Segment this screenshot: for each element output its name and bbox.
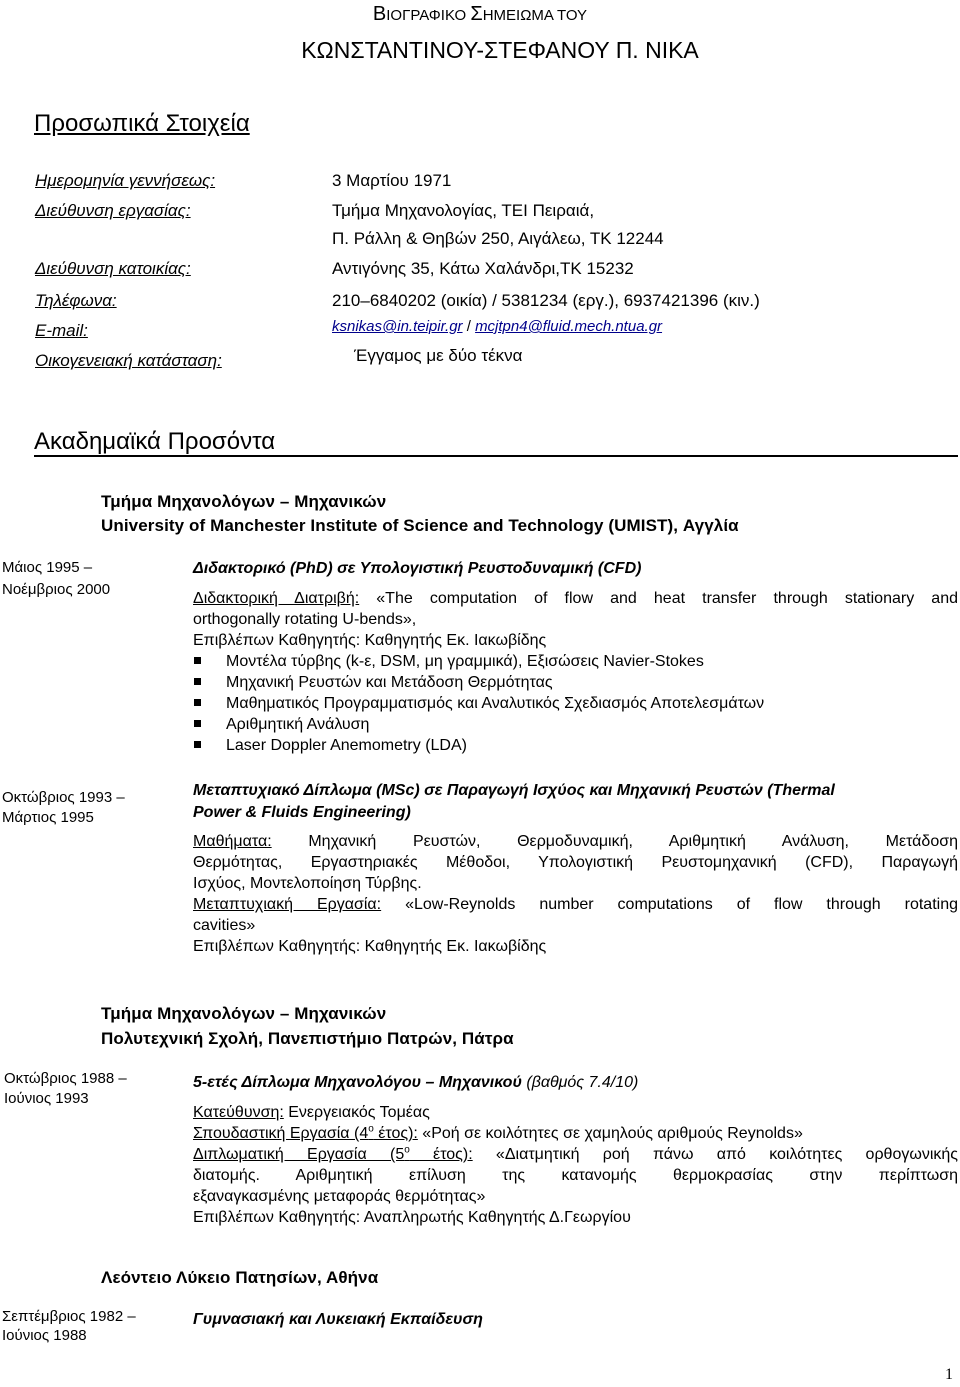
umist-institution: University of Manchester Institute of Science and Technology (UMIST), Αγγλία [101, 516, 739, 535]
phd-date-end: Νοέμβριος 2000 [2, 581, 111, 598]
msc-date-end: Μάρτιος 1995 [2, 809, 94, 826]
school-date-start: Σεπτέμβριος 1982 – [2, 1308, 136, 1325]
patras-date-start: Οκτώβριος 1988 – [4, 1070, 127, 1087]
birth-value: 3 Μαρτίου 1971 [332, 171, 452, 190]
email-separator: / [462, 318, 476, 335]
phd-thesis-block [193, 588, 958, 651]
page-number: 1 [945, 1366, 953, 1383]
phd-thesis-label: Διδακτορική Διατριβή: [193, 590, 360, 607]
bullet-icon [194, 699, 201, 706]
email-values [332, 318, 662, 336]
phd-topics-list [193, 651, 764, 756]
patras-diploma-label: Διπλωματική Εργασία ($5^o$ έτος): [193, 1144, 473, 1163]
msc-supervisor: Επιβλέπων Καθηγητής: Καθηγητής Εκ. Ιακωβίδης [193, 938, 547, 955]
work-address-line2: Π. Ράλλη & Θηβών 250, Αιγάλεω, ΤΚ 12244 [332, 229, 664, 248]
family-status-label: Οικογενειακή κατάσταση: [35, 351, 222, 370]
birth-label: Ημερομηνία γεννήσεως: [35, 171, 216, 190]
list-item: Laser Doppler Anemometry (LDA) [193, 735, 764, 756]
msc-thesis-label: Μεταπτυχιακή Εργασία: [193, 896, 382, 913]
phd-degree: Διδακτορικό (PhD) σε Υπολογιστική Ρευστοδυναμική (CFD) [193, 560, 642, 577]
family-status-value: Έγγαμος με δύο τέκνα [354, 346, 523, 365]
email-link-ntua[interactable]: mcjtpn4@fluid.mech.ntua.gr [475, 318, 663, 335]
patras-supervisor: Επιβλέπων Καθηγητής: Αναπληρωτής Καθηγητής Δ.Γεωργίου [193, 1209, 631, 1226]
list-item: Αριθμητική Ανάλυση [193, 714, 764, 735]
document-title-line1: ΒΙΟΓΡΑΦΙΚΟ ΣΗΜΕΙΩΜΑ ΤΟΥ [372, 3, 588, 25]
patras-student-project-label: Σπουδαστική Εργασία ($4^o$ έτος): [193, 1123, 418, 1142]
phd-thesis-text-2: orthogonally rotating U-bends», [193, 611, 417, 628]
patras-degree: 5-ετές Δίπλωμα Μηχανολόγου – Μηχανικού (βαθμός 7.4/10) [193, 1074, 639, 1091]
phd-supervisor: Επιβλέπων Καθηγητής: Καθηγητής Εκ. Ιακωβίδης [193, 632, 547, 649]
msc-courses-block: Μαθήματα: Μηχανική Ρευστών, Θερμοδυναμική, Αριθμητική Ανάλυση, Μετάδοση Θερμότητας, Εργαστηριακές Μέθοδοι, Υπολογιστική Ρευστομηχανική (CFD), Παραγωγή Ισχύος, Μοντελοποίηση Τύρβης. Μεταπτυχιακή Εργασία: «Low-Reynolds number computations of flow through rotating cavities» Επιβλέπων Καθηγητής: Καθηγητής Εκ. Ιακωβίδης [193, 833, 959, 955]
school-degree: Γυμνασιακή και Λυκειακή Εκπαίδευση [193, 1311, 483, 1328]
document-title-line2: ΚΩΝΣΤΑΝΤΙΝΟΥ-ΣΤΕΦΑΝΟΥ Π. ΝΙΚΑ [301, 37, 699, 63]
patras-institution: Πολυτεχνική Σχολή, Πανεπιστήμιο Πατρών, Πάτρα [101, 1029, 514, 1048]
bullet-icon [194, 657, 201, 664]
bullet-icon [194, 720, 201, 727]
patras-grade: (βαθμός 7.4/10) [521, 1074, 639, 1091]
home-address-label: Διεύθυνση κατοικίας: [35, 259, 191, 278]
phone-value: 210–6840202 (οικία) / 5381234 (εργ.), 6937421396 (κιν.) [332, 291, 760, 310]
phd-thesis-text-1: «The computation of flow and heat transfer through stationary and [359, 590, 958, 607]
list-item: Μοντέλα τύρβης (k-ε, DSM, μη γραμμικά), Εξισώσεις Navier-Stokes [193, 651, 764, 672]
work-address-line1: Τμήμα Μηχανολογίας, ΤΕΙ Πειραιά, [332, 201, 595, 220]
list-item: Μαθηματικός Προγραμματισμός και Αναλυτικός Σχεδιασμός Αποτελεσμάτων [193, 693, 764, 714]
email-label: E-mail: [35, 321, 88, 340]
patras-department: Τμήμα Μηχανολόγων – Μηχανικών [101, 1004, 387, 1023]
phone-label: Τηλέφωνα: [35, 291, 117, 310]
section-title-academic: Ακαδημαϊκά Προσόντα [34, 428, 276, 455]
msc-degree-line1: Μεταπτυχιακό Δίπλωμα (MSc) σε Παραγωγή Ισχύος και Μηχανική Ρευστών (Thermal [193, 782, 835, 799]
bullet-icon [194, 678, 201, 685]
school-date-end: Ιούνιος 1988 [2, 1327, 87, 1344]
section-title-personal: Προσωπικά Στοιχεία [34, 110, 250, 137]
section-divider [34, 455, 958, 457]
msc-date-start: Οκτώβριος 1993 – [2, 789, 125, 806]
email-link-work[interactable]: ksnikas@in.teipir.gr [332, 318, 463, 335]
school-name: Λεόντειο Λύκειο Πατησίων, Αθήνα [101, 1268, 379, 1287]
patras-details-block: Κατεύθυνση: Ενεργειακός Τομέας Σπουδαστική Εργασία ($4^o$ έτος): «Ροή σε κοιλότητες σε χαμηλούς αριθμούς Reynolds» Διπλωματική Εργασία ($5^o$ έτος): «Διατμητική ροή πάνω από κοιλότητες ορθογωνικής διατομής. Αριθμητική επίλυση της κατανομής θερμοκρασίας στην περίπτωση εξαναγκασμένης μεταφοράς θερμότητας» Επιβλέπων Καθηγητής: Αναπληρωτής Καθηγητής Δ.Γεωργίου [193, 1104, 959, 1226]
list-item: Μηχανική Ρευστών και Μετάδοση Θερμότητας [193, 672, 764, 693]
patras-direction-label: Κατεύθυνση: [193, 1104, 284, 1121]
msc-courses-label: Μαθήματα: [193, 833, 272, 850]
patras-date-end: Ιούνιος 1993 [4, 1090, 89, 1107]
phd-date-start: Μάιος 1995 – [2, 559, 93, 576]
bullet-icon [194, 741, 201, 748]
home-address-value: Αντιγόνης 35, Κάτω Χαλάνδρι,ΤΚ 15232 [332, 259, 634, 278]
msc-degree-line2: Power & Fluids Engineering) [193, 804, 411, 821]
work-address-label: Διεύθυνση εργασίας: [35, 201, 191, 220]
umist-department: Τμήμα Μηχανολόγων – Μηχανικών [101, 492, 387, 511]
